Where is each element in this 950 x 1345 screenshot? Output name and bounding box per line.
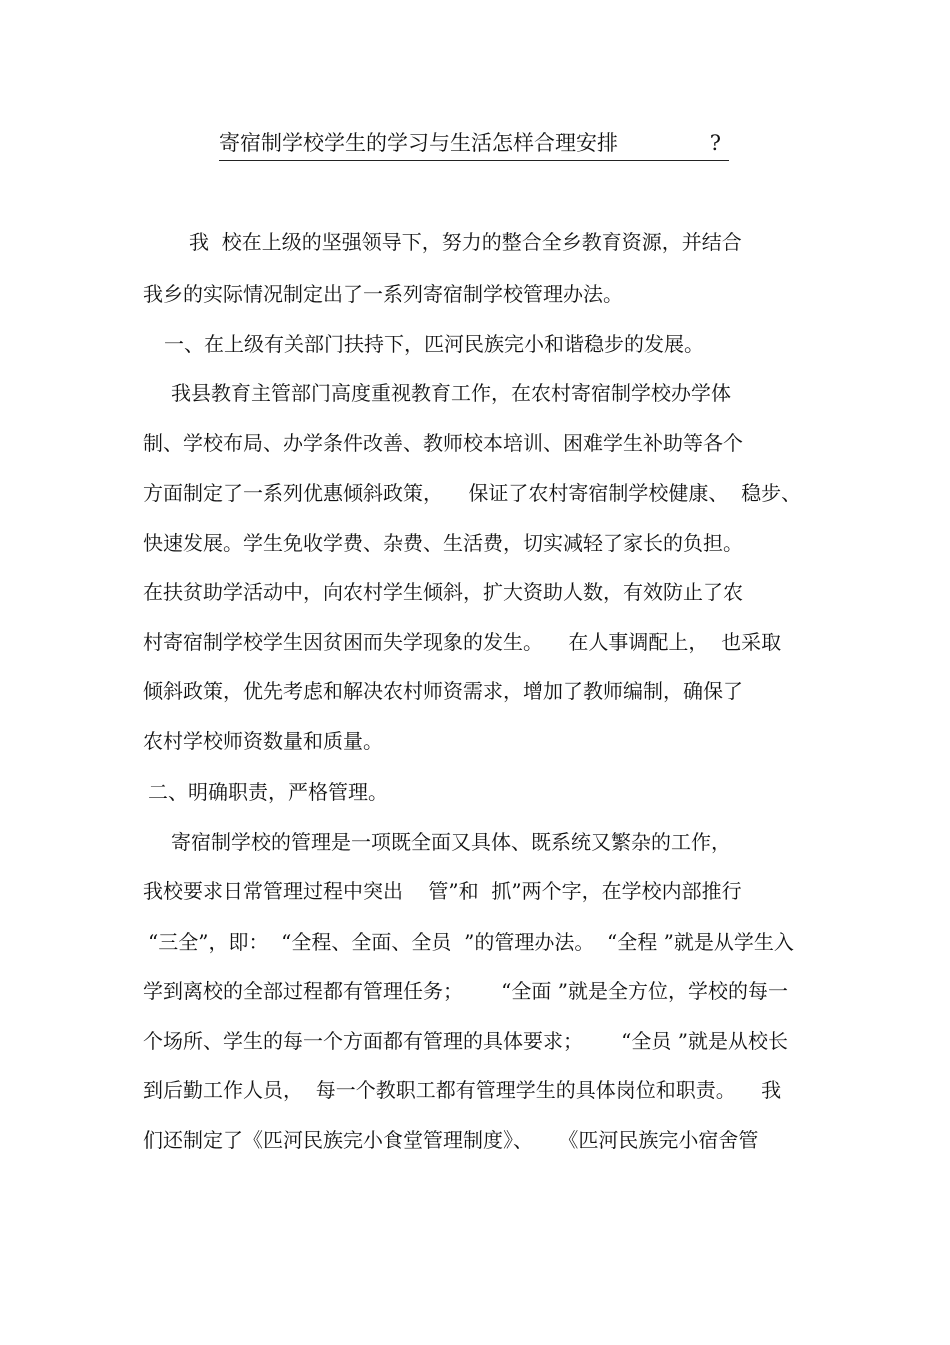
paragraph-line: 制、学校布局、办学条件改善、教师校本培训、困难学生补助等各个 bbox=[143, 431, 743, 455]
paragraph-line: 村寄宿制学校学生因贫困而失学现象的发生。 在人事调配上， 也采取 bbox=[143, 630, 782, 654]
paragraph-line: 我县教育主管部门高度重视教育工作，在农村寄宿制学校办学体 bbox=[171, 381, 731, 405]
paragraph-line: 在扶贫助学活动中，向农村学生倾斜，扩大资助人数，有效防止了农 bbox=[143, 580, 743, 604]
paragraph-line: 我乡的实际情况制定出了一系列寄宿制学校管理办法。 bbox=[143, 282, 623, 306]
paragraph-line: 个场所、学生的每一个方面都有管理的具体要求； “全员 ”就是从校长 bbox=[143, 1029, 788, 1053]
paragraph-line: 学到离校的全部过程都有管理任务； “全面 ”就是全方位，学校的每一 bbox=[143, 979, 788, 1003]
paragraph-line: 方面制定了一系列优惠倾斜政策， 保证了农村寄宿制学校健康、 稳步、 bbox=[143, 481, 802, 505]
paragraph-line: “三全”，即： “全程、全面、全员 ”的管理办法。 “全程 ”就是从学生入 bbox=[148, 930, 794, 954]
paragraph-line: 们还制定了《匹河民族完小食堂管理制度》、 《匹河民族完小宿舍管 bbox=[143, 1128, 759, 1152]
paragraph-line: 农村学校师资数量和质量。 bbox=[143, 729, 383, 753]
paragraph-line: 快速发展。学生免收学费、杂费、生活费，切实减轻了家长的负担。 bbox=[143, 531, 743, 555]
paragraph-line: 倾斜政策，优先考虑和解决农村师资需求，增加了教师编制，确保了 bbox=[143, 679, 743, 703]
title-text: 寄宿制学校学生的学习与生活怎样合理安排 bbox=[219, 131, 618, 155]
title-question-mark: ? bbox=[709, 131, 721, 155]
paragraph-line: 到后勤工作人员， 每一个教职工都有管理学生的具体岗位和职责。 我 bbox=[143, 1078, 782, 1102]
paragraph-line: 我 校在上级的坚强领导下，努力的整合全乡教育资源，并结合 bbox=[189, 230, 742, 254]
paragraph-line: 寄宿制学校的管理是一项既全面又具体、既系统又繁杂的工作， bbox=[171, 830, 731, 854]
section-heading: 一、在上级有关部门扶持下，匹河民族完小和谐稳步的发展。 bbox=[164, 332, 704, 356]
paragraph-line: 我校要求日常管理过程中突出 管”和 抓”两个字，在学校内部推行 bbox=[143, 879, 742, 903]
section-heading: 二、明确职责，严格管理。 bbox=[148, 780, 388, 804]
document-title bbox=[219, 128, 729, 161]
